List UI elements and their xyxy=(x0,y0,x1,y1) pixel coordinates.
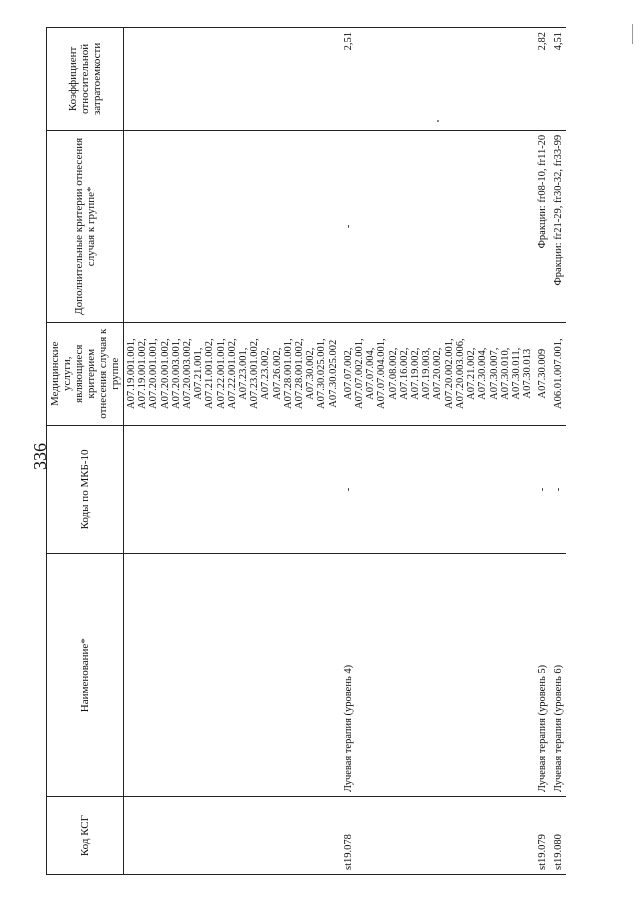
cell-code: st19.080 xyxy=(551,797,566,875)
table-body xyxy=(124,28,566,875)
cell-services xyxy=(551,322,566,425)
cell-extra: - xyxy=(341,130,535,322)
cell-extra: Фракции: fr08-10, fr11-20 xyxy=(535,130,550,322)
service-code: A07.19.001.001, xyxy=(126,338,137,409)
cell-services xyxy=(535,322,550,425)
service-code: A07.07.002.001, xyxy=(354,338,366,409)
service-code: A07.07.002, xyxy=(342,347,354,400)
cell-extra: Фракции: fr21-29, fr30-32, fr33-99 xyxy=(551,130,566,322)
service-code: A07.23.002, xyxy=(260,347,272,400)
cell-name: Лучевая терапия (уровень 6) xyxy=(551,554,566,797)
service-code: A07.16.002, xyxy=(398,347,410,400)
cell-mkb xyxy=(124,425,341,554)
service-code: A07.21.001, xyxy=(193,347,205,400)
cell-code: st19.078 xyxy=(341,797,535,875)
service-code: A07.30.011, xyxy=(510,347,522,400)
service-code: A07.20.003.001, xyxy=(170,338,182,409)
service-code: A07.20.002, xyxy=(432,347,444,400)
cell-mkb: - xyxy=(341,425,535,554)
cell-coef: 2,82 xyxy=(535,28,550,131)
cell-coef: 4,51 xyxy=(551,28,566,131)
cell-services xyxy=(341,322,535,425)
cell-extra xyxy=(124,130,341,322)
service-code: A07.30.013 xyxy=(522,348,534,399)
cell-coef: 2,51 xyxy=(341,28,535,131)
service-code: A07.30.009 xyxy=(537,348,549,399)
header-code: Код КСГ xyxy=(47,797,124,875)
table-row xyxy=(551,28,566,875)
cell-name xyxy=(124,554,341,797)
service-code: A07.30.010, xyxy=(499,347,511,400)
header-coef: Коэффициент относительной затратоемкости xyxy=(47,28,124,131)
service-code: A07.20.003.006, xyxy=(454,338,466,409)
service-code: A07.21.002, xyxy=(466,347,478,400)
service-code: A07.28.001.001, xyxy=(282,338,294,409)
table-row xyxy=(341,28,535,875)
service-code: A07.08.002, xyxy=(387,347,399,400)
service-code: A07.30.025.002 xyxy=(327,339,339,408)
header-name: Наименование* xyxy=(47,554,124,797)
page-number: 336 xyxy=(30,443,50,470)
cell-name: Лучевая терапия (уровень 4) xyxy=(341,554,535,797)
service-code: A07.19.003, xyxy=(421,347,433,400)
service-code: A07.07.004, xyxy=(365,347,377,400)
header-extra: Дополнительные критерии отнесения случая к группе* xyxy=(47,130,124,322)
header-mkb: Коды по МКБ-10 xyxy=(47,425,124,554)
service-code: A07.30.007, xyxy=(488,347,500,400)
ksg-table xyxy=(46,27,566,875)
cell-mkb: - xyxy=(535,425,550,554)
cell-name: Лучевая терапия (уровень 5) xyxy=(535,554,550,797)
service-code: A07.22.001.002, xyxy=(226,338,238,409)
service-code: A07.30.025.001, xyxy=(316,338,328,409)
service-code: A07.23.001.002, xyxy=(249,338,261,409)
service-code: A07.30.004, xyxy=(477,347,489,400)
table-header-row xyxy=(47,28,124,875)
cell-mkb: - xyxy=(551,425,566,554)
cell-coef xyxy=(124,28,341,131)
service-code: A07.20.001.001, xyxy=(148,338,160,409)
service-code: A07.26.002, xyxy=(271,347,283,400)
service-code: A07.30.002, xyxy=(305,347,317,400)
cell-services xyxy=(124,322,341,425)
service-code: A07.20.001.002, xyxy=(159,338,171,409)
table-row xyxy=(535,28,550,875)
service-code: A07.28.001.002, xyxy=(294,338,306,409)
service-code: A07.19.001.002, xyxy=(137,338,149,409)
service-code: A07.07.004.001, xyxy=(376,338,388,409)
service-code: A06.01.007.001, xyxy=(552,338,564,409)
cell-code: st19.079 xyxy=(535,797,550,875)
header-services: Медицинские услуги, являющиеся критерием отнесения случая к группе xyxy=(47,322,124,425)
service-code: A07.23.001, xyxy=(238,347,250,400)
table-row xyxy=(124,28,341,875)
service-code: A07.19.002, xyxy=(410,347,422,400)
service-code: A07.22.001.001, xyxy=(215,338,227,409)
service-code: A07.21.001.002, xyxy=(204,338,216,409)
service-code: A07.20.002.001, xyxy=(443,338,455,409)
cell-code xyxy=(124,797,341,875)
service-code: A07.20.003.002, xyxy=(182,338,194,409)
